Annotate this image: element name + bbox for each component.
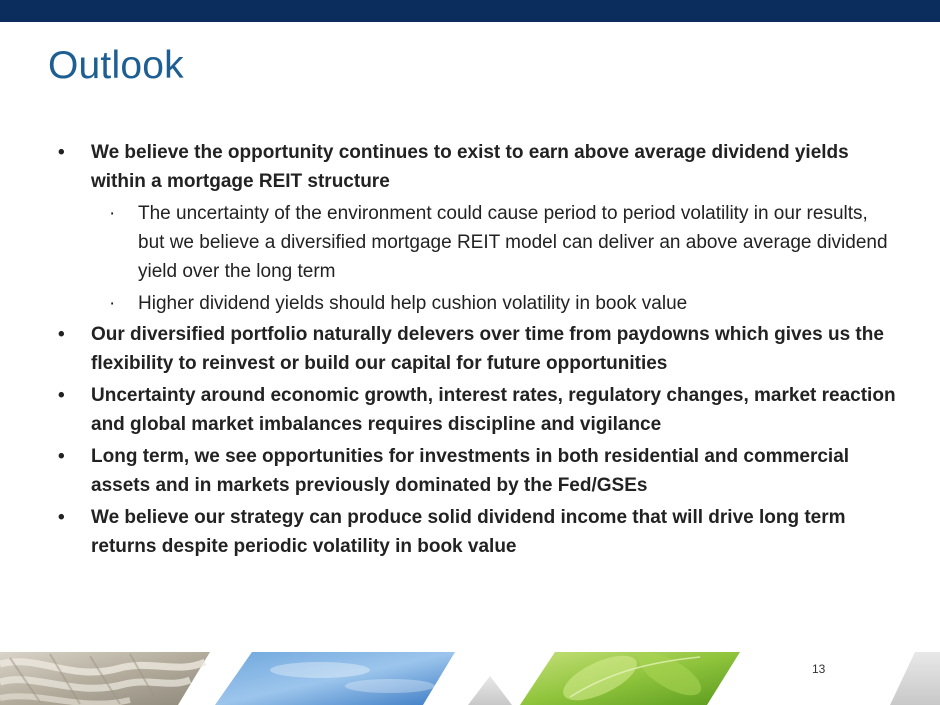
sub-bullet-item [56, 199, 896, 286]
sky-image [215, 652, 455, 705]
bullet-text: We believe our strategy can produce solid dividend income that will drive long term returns despite periodic volatility in book value [91, 507, 846, 557]
grey-shape [890, 652, 940, 705]
bullet-text: Uncertainty around economic growth, interest rates, regulatory changes, market reaction and global market imbalances requires discipline and vigilance [91, 385, 896, 435]
triangle-shape [468, 676, 512, 705]
bullet-item [56, 138, 896, 196]
bullet-list [56, 138, 896, 561]
sub-bullet-symbol: · [109, 293, 116, 314]
bullet-item [56, 320, 896, 378]
bullet-item [56, 381, 896, 439]
bullet-text: We believe the opportunity continues to exist to earn above average dividend yields within a mortgage REIT structure [91, 142, 849, 192]
bullet-text: Our diversified portfolio naturally delevers over time from paydowns which gives us the flexibility to reinvest or build our capital for future opportunities [91, 324, 884, 374]
page-number: 13 [812, 662, 826, 676]
bullet-symbol: • [58, 324, 65, 345]
slide-title: Outlook [48, 44, 184, 87]
rope-image [0, 652, 210, 705]
bullet-symbol: • [58, 142, 65, 163]
sub-bullet-text: The uncertainty of the environment could cause period to period volatility in our results, but we believe a diversified mortgage REIT model can deliver an above average dividend yield over the long term [138, 203, 888, 282]
bullet-text: Long term, we see opportunities for investments in both residential and commercial assets and in markets previously dominated by the Fed/GSEs [91, 446, 850, 496]
header-bar [0, 0, 940, 22]
bullet-symbol: • [58, 385, 65, 406]
bullet-item [56, 442, 896, 500]
bullet-symbol: • [58, 446, 65, 467]
sub-bullet-symbol: · [109, 203, 116, 224]
sub-bullet-text: Higher dividend yields should help cushion volatility in book value [138, 293, 688, 314]
sub-bullet-item [56, 289, 896, 318]
bullet-item [56, 503, 896, 561]
footer-image-strip [0, 652, 940, 705]
bullet-symbol: • [58, 507, 65, 528]
leaves-image [520, 652, 740, 705]
